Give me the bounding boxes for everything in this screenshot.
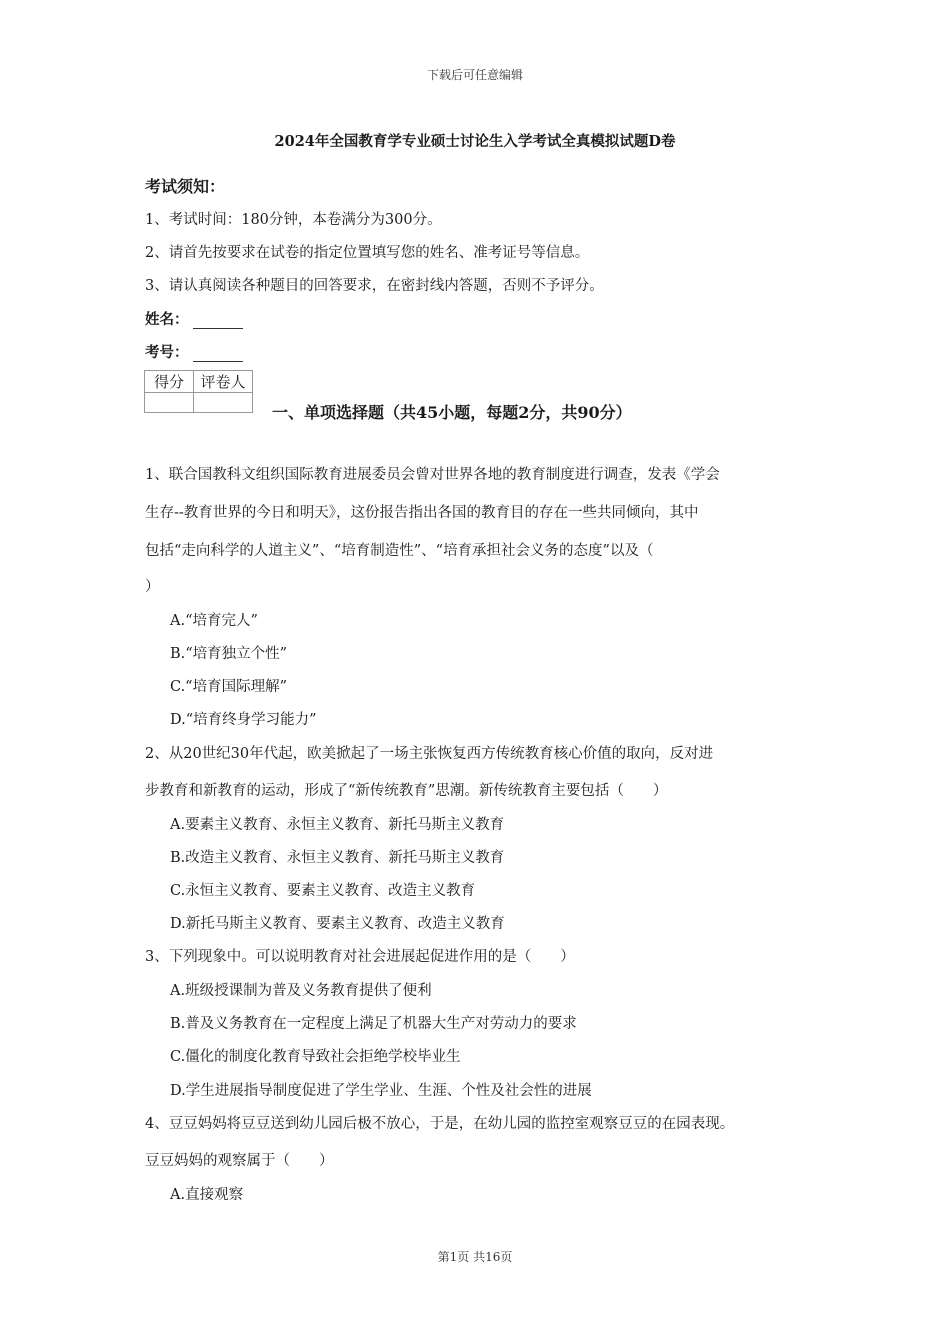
score-cell[interactable] xyxy=(145,393,194,413)
page-footer: 第1页 共16页 xyxy=(437,1250,513,1264)
question-1-line: ） xyxy=(145,579,160,595)
question-1-option[interactable]: C.“培育国际理解” xyxy=(170,679,288,695)
question-1-option[interactable]: D.“培育终身学习能力” xyxy=(170,712,317,728)
question-1-line: 1、联合国教科文组织国际教育进展委员会曾对世界各地的教育制度进行调查，发表《学会 xyxy=(145,467,720,483)
id-label: 考号： xyxy=(145,344,189,361)
question-4-line: 4、豆豆妈妈将豆豆送到幼儿园后极不放心，于是，在幼儿园的监控室观察豆豆的在园表现。 xyxy=(145,1116,735,1132)
document-title: 2024年全国教育学专业硕士讨论生入学考试全真模拟试题D卷 xyxy=(274,133,676,150)
name-field xyxy=(145,308,243,329)
question-3-option[interactable]: B.普及义务教育在一定程度上满足了机器大生产对劳动力的要求 xyxy=(170,1016,577,1032)
question-1-line: 包括“走向科学的人道主义”、“培育制造性”、“培育承担社会义务的态度”以及（ xyxy=(145,543,654,559)
question-1-option[interactable]: A.“培育完人” xyxy=(170,613,258,629)
notice-heading: 考试须知： xyxy=(145,177,226,196)
notice-rule: 2、请首先按要求在试卷的指定位置填写您的姓名、准考证号等信息。 xyxy=(145,245,590,261)
name-label: 姓名： xyxy=(145,311,189,328)
notice-rule: 1、考试时间：180分钟，本卷满分为300分。 xyxy=(145,212,442,228)
id-field xyxy=(145,341,243,362)
question-3-line: 3、下列现象中。可以说明教育对社会进展起促进作用的是（ ） xyxy=(145,949,575,965)
notice-rule: 3、请认真阅读各种题目的回答要求，在密封线内答题，否则不予评分。 xyxy=(145,278,604,294)
question-3-option[interactable]: D.学生进展指导制度促进了学生学业、生涯、个性及社会性的进展 xyxy=(170,1083,592,1099)
question-1-option[interactable]: B.“培育独立个性” xyxy=(170,646,288,662)
score-header: 得分 xyxy=(145,371,194,393)
question-2-line: 步教育和新教育的运动，形成了“新传统教育”思潮。新传统教育主要包括（ ） xyxy=(145,783,668,799)
question-2-option[interactable]: D.新托马斯主义教育、要素主义教育、改造主义教育 xyxy=(170,916,505,932)
question-4-option[interactable]: A.直接观察 xyxy=(170,1187,244,1203)
question-2-option[interactable]: C.永恒主义教育、要素主义教育、改造主义教育 xyxy=(170,883,476,899)
name-blank[interactable] xyxy=(193,314,243,329)
header-note: 下载后可任意编辑 xyxy=(426,68,523,82)
question-4-line: 豆豆妈妈的观察属于（ ） xyxy=(145,1153,334,1169)
grader-cell[interactable] xyxy=(194,393,253,413)
question-2-option[interactable]: B.改造主义教育、永恒主义教育、新托马斯主义教育 xyxy=(170,850,505,866)
question-3-option[interactable]: A.班级授课制为普及义务教育提供了便利 xyxy=(170,983,432,999)
question-3-option[interactable]: C.僵化的制度化教育导致社会拒绝学校毕业生 xyxy=(170,1049,461,1065)
grader-header: 评卷人 xyxy=(194,371,253,393)
question-2-option[interactable]: A.要素主义教育、永恒主义教育、新托马斯主义教育 xyxy=(170,817,505,833)
question-2-line: 2、从20世纪30年代起，欧美掀起了一场主张恢复西方传统教育核心价值的取向，反对进 xyxy=(145,746,714,762)
score-table xyxy=(144,370,253,413)
id-blank[interactable] xyxy=(193,347,243,362)
section-title: 一、单项选择题（共45小题，每题2分，共90分） xyxy=(272,403,632,422)
question-1-line: 生存--教育世界的今日和明天》，这份报告指出各国的教育目的存在一些共同倾向，其中 xyxy=(145,505,699,521)
